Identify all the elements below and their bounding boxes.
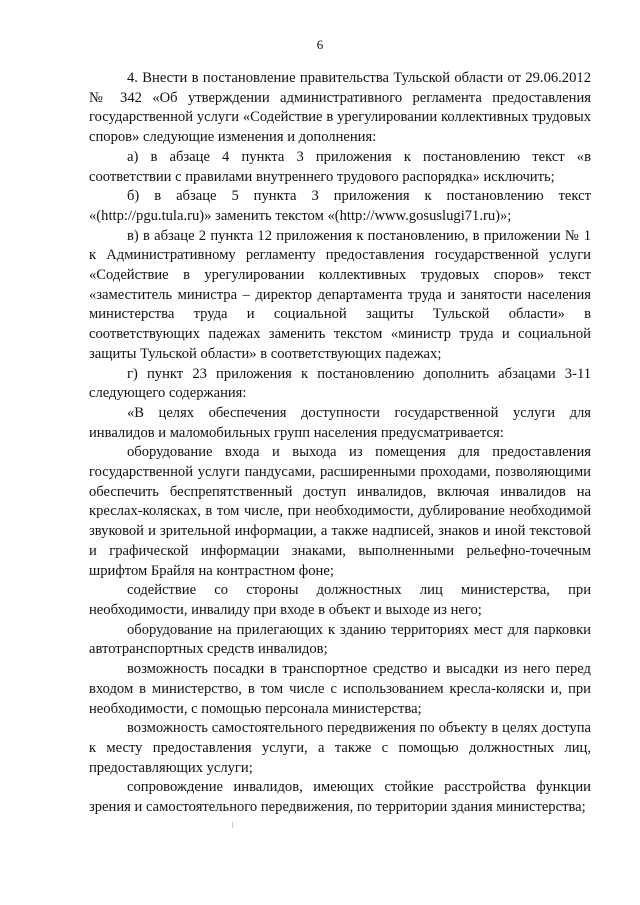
list-item-parking: оборудование на прилегающих к зданию территориях мест для парковки автотранспортных средств инвалидов; <box>89 621 591 658</box>
list-item-independent-movement: возможность самостоятельного передвижения по объекту в целях доступа к месту предоставления услуги, а также с помощью должностных лиц, предоставляющих услуги; <box>89 720 591 776</box>
paragraph-subitem-v: в) в абзаце 2 пункта 12 приложения к постановлению, в приложении № 1 к Административному регламенту предоставления государственной услуги «Содействие в урегулировании коллективных трудовых споров» текст «заместитель министра – директор департамента труда и занятости населения министерства труда и социальной защиты Тульской области» в соответствующих падежах заменить текстом «министр труда и социальной защиты Тульской области» в соответствующих падежах; <box>89 227 591 362</box>
paragraph-subitem-a: а) в абзаце 4 пункта 3 приложения к постановлению текст «в соответствии с правилами внутреннего трудового распорядка» исключить; <box>89 148 591 185</box>
paragraph-subitem-g: г) пункт 23 приложения к постановлению дополнить абзацами 3-11 следующего содержания: <box>89 365 591 402</box>
paragraph-item-4: 4. Внести в постановление правительства Тульской области от 29.06.2012 № 342 «Об утверждении административного регламента предоставления государственной услуги «Содействие в урегулировании коллективных трудовых споров» следующие изменения и дополнения: <box>89 70 591 146</box>
document-body <box>89 69 591 818</box>
quoted-paragraph-intro: «В целях обеспечения доступности государственной услуги для инвалидов и маломобильных групп населения предусматривается: <box>89 404 591 441</box>
page-number: 6 <box>316 37 324 52</box>
list-item-entrance-equipment: оборудование входа и выхода из помещения для предоставления государственной услуги пандусами, расширенными проходами, позволяющими обеспечить беспрепятственный доступ инвалидов, включая инвалидов на креслах-колясках, в том числе, при необходимости, дублирование необходимой звуковой и зрительной информации, а также надписей, знаков и иной текстовой и графической информации знаками, выполненными рельефно-точечным шрифтом Брайля на контрастном фоне; <box>89 444 591 579</box>
paragraph-subitem-b: б) в абзаце 5 пункта 3 приложения к постановлению текст «(http://pgu.tula.ru)» заменить текстом «(http://www.gosuslugi71.ru)»; <box>89 188 591 224</box>
list-item-transport-boarding: возможность посадки в транспортное средство и высадки из него перед входом в министерство, в том числе с использованием кресла-коляски и, при необходимости, с помощью персонала министерства; <box>89 661 591 717</box>
scan-artifact <box>232 822 233 828</box>
list-item-escort: сопровождение инвалидов, имеющих стойкие расстройства функции зрения и самостоятельного передвижения, по территории здания министерства; <box>89 779 591 816</box>
list-item-staff-assistance: содействие со стороны должностных лиц министерства, при необходимости, инвалиду при входе в объект и выходе из него; <box>89 582 591 618</box>
